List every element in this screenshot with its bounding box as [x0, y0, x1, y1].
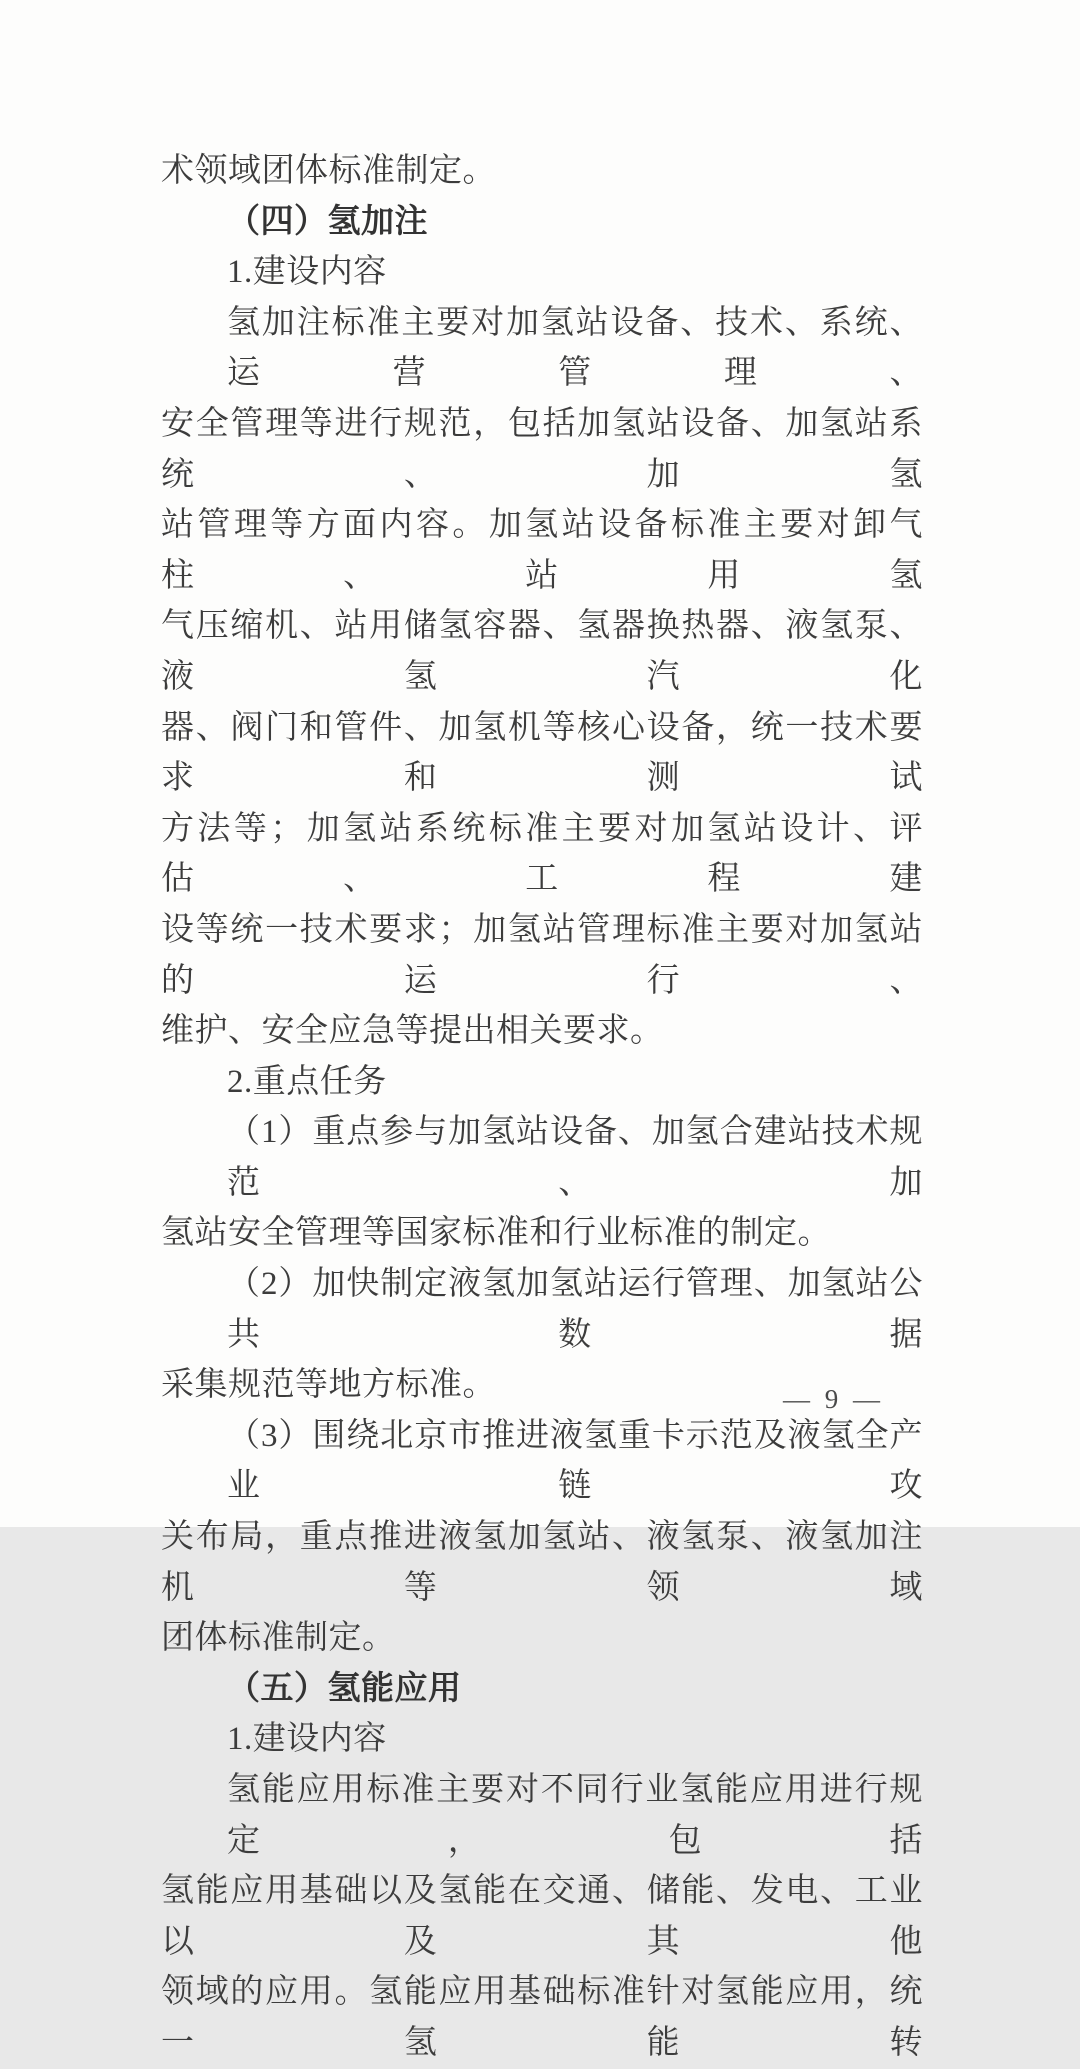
page-number: — 9 — — [783, 1384, 884, 1414]
paragraph-line: 安全管理等进行规范，包括加氢站设备、加氢站系统、加氢 — [161, 405, 923, 493]
paragraph-line: 2.重点任务 — [227, 1063, 387, 1100]
paragraph-line: 方法等；加氢站系统标准主要对加氢站设计、评估、工程建 — [161, 810, 923, 898]
paragraph-line: 氢站安全管理等国家标准和行业标准的制定。 — [161, 1215, 831, 1252]
paragraph-line: 氢能应用标准主要对不同行业氢能应用进行规定，包括 — [227, 1772, 923, 1859]
paragraph-line: 团体标准制定。 — [161, 1620, 396, 1657]
paragraph-line: 气压缩机、站用储氢容器、氢器换热器、液氢泵、液氢汽化 — [161, 608, 923, 695]
section-heading: （五）氢能应用 — [227, 1670, 462, 1707]
document-body — [161, 146, 923, 2069]
paragraph-line: 采集规范等地方标准。 — [161, 1367, 496, 1404]
paragraph-line: 器、阀门和管件、加氢机等核心设备，统一技术要求和测试 — [161, 709, 923, 797]
paragraph-line: 术领域团体标准制定。 — [161, 153, 496, 189]
paragraph-line: 站管理等方面内容。加氢站设备标准主要对卸气柱、站用氢 — [161, 507, 923, 594]
paragraph-line: 1.建设内容 — [227, 254, 387, 291]
paragraph-line: 设等统一技术要求；加氢站管理标准主要对加氢站的运行、 — [161, 911, 923, 999]
paragraph-line: （1）重点参与加氢站设备、加氢合建站技术规范、加 — [227, 1114, 923, 1201]
paragraph-line: 氢加注标准主要对加氢站设备、技术、系统、运营管理、 — [227, 304, 923, 392]
paragraph-line: 领域的应用。氢能应用基础标准针对氢能应用，统一氢能转 — [161, 1974, 923, 2061]
paragraph-line: 维护、安全应急等提出相关要求。 — [161, 1013, 664, 1050]
paragraph-line: 关布局，重点推进液氢加氢站、液氢泵、液氢加注机等领域 — [161, 1519, 923, 1606]
section-heading: （四）氢加注 — [227, 203, 428, 240]
paragraph-line: （3）围绕北京市推进液氢重卡示范及液氢全产业链攻 — [227, 1417, 923, 1505]
paragraph-line: 氢能应用基础以及氢能在交通、储能、发电、工业以及其他 — [161, 1873, 923, 1960]
paragraph-line: （2）加快制定液氢加氢站运行管理、加氢站公共数据 — [227, 1266, 923, 1353]
paragraph-line: 1.建设内容 — [227, 1721, 387, 1758]
